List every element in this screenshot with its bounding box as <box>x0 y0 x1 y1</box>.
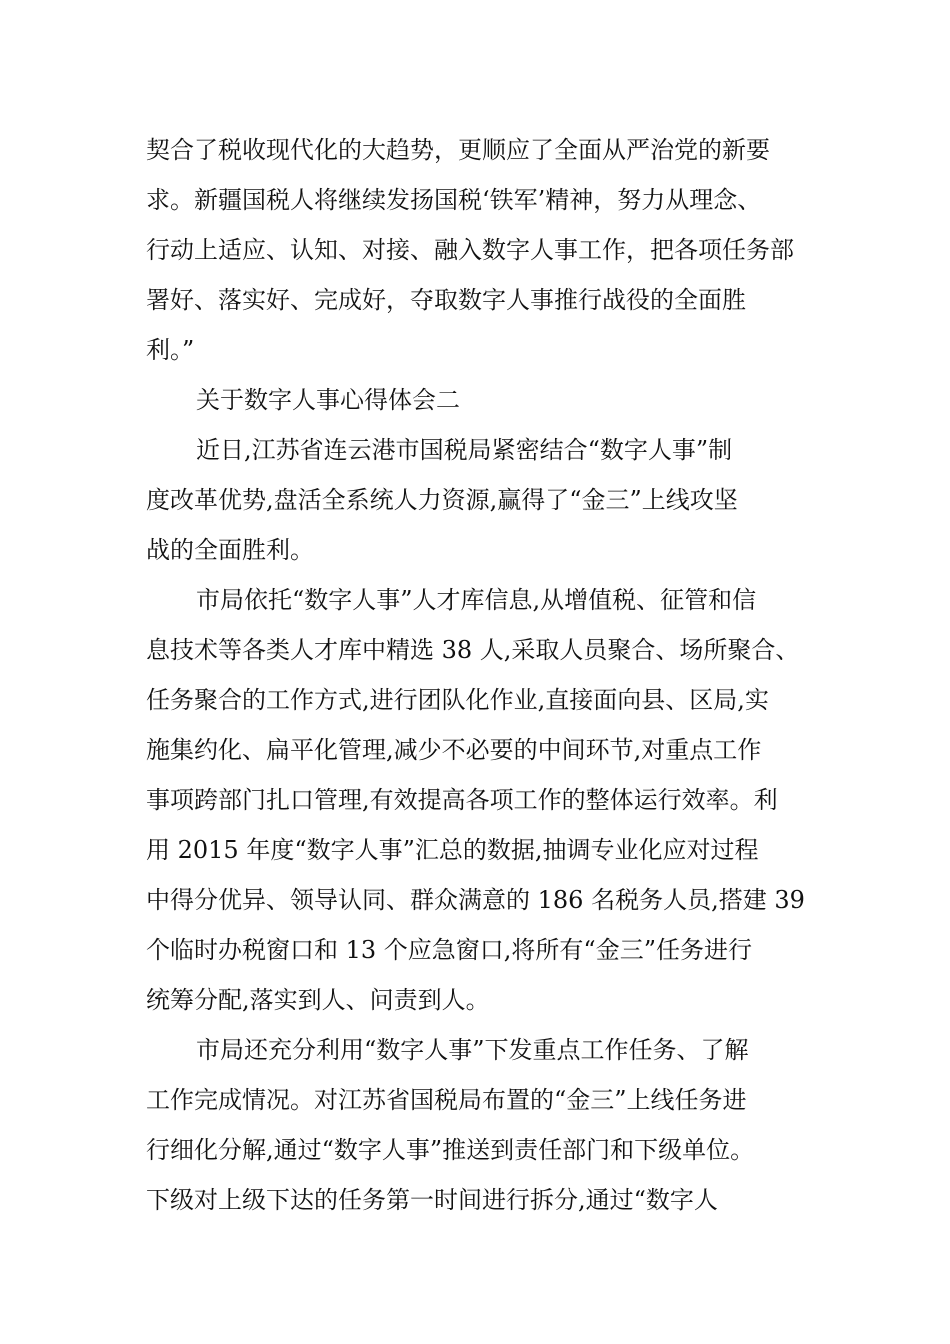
text-line: 求。新疆国税人将继续发扬国税‘铁军’精神，努力从理念、 <box>146 186 762 214</box>
text-line: 用 2015 年度“数字人事”汇总的数据,抽调专业化应对过程 <box>146 836 759 864</box>
section-heading: 关于数字人事心得体会二 <box>196 386 460 414</box>
text-line: 息技术等各类人才库中精选 38 人,采取人员聚合、场所聚合、 <box>146 636 800 664</box>
text-line: 近日,江苏省连云港市国税局紧密结合“数字人事”制 <box>196 436 733 464</box>
text-line: 战的全面胜利。 <box>146 536 314 564</box>
text-line: 市局依托“数字人事”人才库信息,从增值税、征管和信 <box>196 586 757 614</box>
text-line: 任务聚合的工作方式,进行团队化作业,直接面向县、区局,实 <box>146 686 769 714</box>
text-line: 中得分优异、领导认同、群众满意的 186 名税务人员,搭建 39 <box>146 886 805 914</box>
text-line: 行动上适应、认知、对接、融入数字人事工作，把各项任务部 <box>146 236 794 264</box>
text-line: 工作完成情况。对江苏省国税局布置的“金三”上线任务进 <box>146 1086 747 1114</box>
text-line: 施集约化、扁平化管理,减少不必要的中间环节,对重点工作 <box>146 736 762 764</box>
text-line: 市局还充分利用“数字人事”下发重点工作任务、了解 <box>196 1036 749 1064</box>
text-line: 下级对上级下达的任务第一时间进行拆分,通过“数字人 <box>146 1186 718 1214</box>
text-line: 契合了税收现代化的大趋势，更顺应了全面从严治党的新要 <box>146 136 770 164</box>
text-line: 行细化分解,通过“数字人事”推送到责任部门和下级单位。 <box>146 1136 755 1164</box>
text-line: 统筹分配,落实到人、问责到人。 <box>146 986 490 1014</box>
text-line: 利。” <box>146 336 195 364</box>
text-line: 个临时办税窗口和 13 个应急窗口,将所有“金三”任务进行 <box>146 936 752 964</box>
text-line: 事项跨部门扎口管理,有效提高各项工作的整体运行效率。利 <box>146 786 778 814</box>
text-line: 署好、落实好、完成好，夺取数字人事推行战役的全面胜 <box>146 286 746 314</box>
text-line: 度改革优势,盘活全系统人力资源,赢得了“金三”上线攻坚 <box>146 486 738 514</box>
